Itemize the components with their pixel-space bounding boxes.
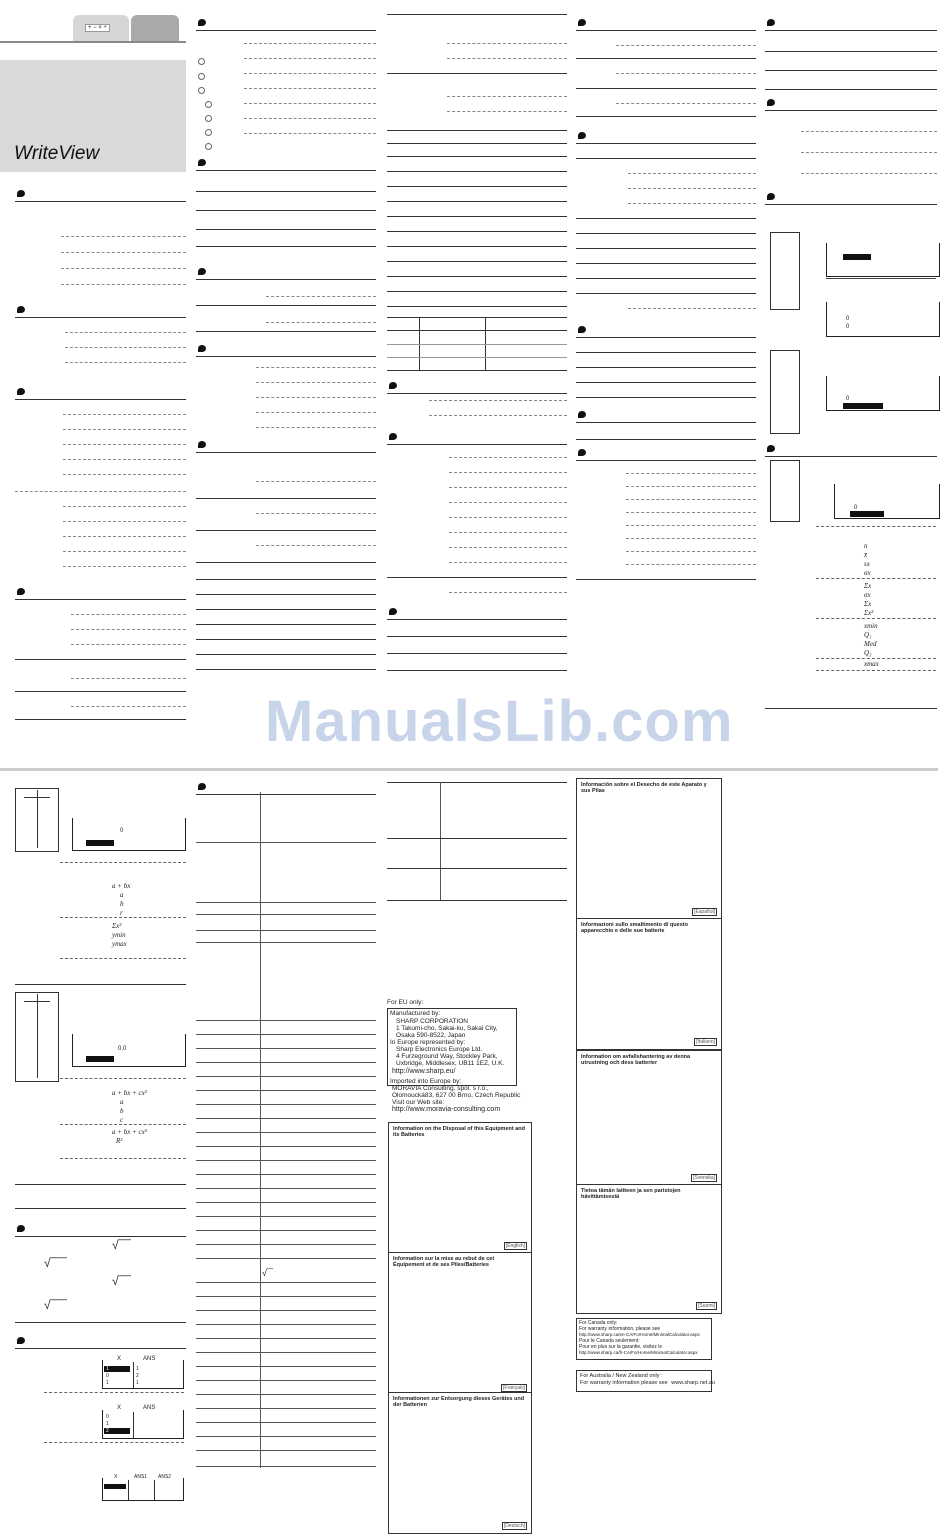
stat-var-mean: x̄ [864, 551, 868, 559]
table-row-rule [196, 1188, 376, 1189]
calculator-display [72, 818, 186, 851]
sqrt-icon: √‾‾‾ [112, 1238, 131, 1252]
table-col-ans: ANS [143, 1405, 156, 1411]
sqrt-icon: √‾‾‾‾ [44, 1298, 67, 1312]
sqrt-icon: √‾‾‾‾ [44, 1256, 67, 1270]
section-2b [196, 156, 376, 171]
stat-var-sumsq: Σx² [864, 609, 874, 617]
rule [15, 691, 186, 692]
display-value: 0 [854, 505, 858, 511]
regression-var-a: a [120, 1098, 124, 1106]
section-bullet-icon [17, 1225, 25, 1232]
table-cell: 1 [106, 1421, 109, 1427]
canada-line3: Pour le Canada seulement: [579, 1338, 640, 1344]
regression-var-b: b [120, 900, 124, 908]
notice-title: Informationen zur Entsorgung dieses Gerätes und der Batterien [393, 1396, 525, 1408]
table-row-rule [196, 1118, 376, 1119]
rule [15, 659, 186, 660]
eu-address2: Osaka 590-8522, Japan [396, 1032, 466, 1039]
table-cell: 0 [106, 1373, 109, 1379]
australia-line2-text: For warranty information please see [580, 1380, 668, 1386]
section-1b-lines [65, 332, 186, 363]
frame-line [24, 797, 50, 798]
stat-var-n: n [864, 542, 868, 550]
column-5 [765, 12, 937, 205]
table-divider [133, 1412, 134, 1438]
regression-extra-ymax: ymax [112, 940, 127, 948]
display-value: 0 [846, 396, 850, 402]
rule [387, 900, 567, 901]
line [71, 678, 186, 679]
table-row-rule [196, 1202, 376, 1203]
eu-imported: Imported into Europe by: [390, 1078, 462, 1085]
rule [387, 782, 567, 783]
table-divider [154, 1480, 155, 1500]
option-list [196, 43, 376, 134]
rule [15, 719, 186, 720]
section-1e [15, 585, 186, 600]
calculator-display [826, 302, 940, 337]
australia-line1: For Australia / New Zealand only : [580, 1373, 663, 1379]
disposal-notice [388, 1392, 532, 1534]
stat-var-xmin: xmin [864, 622, 878, 630]
line [44, 1442, 184, 1443]
section-4b [576, 129, 756, 144]
header-divider [0, 41, 186, 43]
table-row-rule [196, 1450, 376, 1451]
table-cell: 1 [136, 1380, 139, 1386]
regression-var-b: b [120, 1107, 124, 1115]
radio-icon [198, 58, 205, 65]
line [60, 1078, 186, 1079]
notice-code: [Italiano] [696, 1039, 715, 1045]
calculator-display [826, 243, 940, 277]
rule [765, 708, 937, 709]
radio-icon [198, 87, 205, 94]
table-row-rule [196, 1230, 376, 1231]
eu-importer-url[interactable]: http://www.moravia-consulting.com [392, 1106, 501, 1113]
notice-code: [Deutsch] [503, 1523, 525, 1529]
section-1d-lines [63, 506, 186, 567]
table-row-rule [196, 1146, 376, 1147]
section-1c-lines [63, 414, 186, 475]
regression-var-c: c [120, 1116, 124, 1124]
section-bullet-icon [198, 159, 206, 166]
section-bullet-icon [198, 783, 206, 790]
notice-code: [Español] [694, 909, 715, 915]
section-bullet-icon [198, 268, 206, 275]
section-bullet-icon [198, 441, 206, 448]
stat-var-q3: Q₃ [864, 649, 872, 657]
table-row-rule [196, 1466, 376, 1467]
eu-importer: MORAVIA Consulting, spol. s r.o., [392, 1085, 489, 1092]
line [71, 706, 186, 707]
frame-line [37, 790, 38, 848]
cursor-bar [843, 403, 883, 409]
stat-var-sum: Σx [864, 582, 872, 590]
regression-var-a: a [120, 891, 124, 899]
canada-url2[interactable]: http://www.sharp.ca/fr-CA/ForHome/MinimalCalculator.aspx [579, 1350, 698, 1355]
eu-url[interactable]: http://www.sharp.eu/ [392, 1068, 456, 1075]
header-tab-right [131, 15, 179, 41]
disposal-notice [576, 778, 722, 920]
table-row-rule [196, 1408, 376, 1409]
table-row-rule [196, 1160, 376, 1161]
section-3c [387, 605, 567, 620]
cursor-bar [843, 254, 871, 260]
line [60, 862, 186, 863]
notice-title: Información sobre el Desecho de este Aparato y sus Pilas [581, 782, 707, 794]
display-value: 0 [120, 828, 124, 834]
disposal-notice [576, 918, 722, 1050]
calculator-display [72, 1034, 186, 1067]
table-row-rule [196, 1394, 376, 1395]
calculator-screen-frame [770, 460, 800, 522]
separator [15, 491, 186, 492]
column-3 [387, 14, 567, 671]
stat-var-sigmax: σx [864, 569, 871, 577]
table-row-rule [196, 1244, 376, 1245]
table-row-rule [196, 1324, 376, 1325]
table-cell: 1 [136, 1366, 139, 1372]
canada-url1[interactable]: http://www.sharp.ca/en-CA/ForHome/MinimalCalculator.aspx [579, 1332, 700, 1337]
regression-extra-formula: a + bx + cx² [112, 1128, 147, 1136]
eu-address1: 1 Takumi-cho, Sakai-ku, Sakai City, [396, 1025, 498, 1032]
canada-line4: Pour en plus sur la garantie, visitez le [579, 1344, 663, 1350]
canada-line1: For Canada only: [579, 1320, 618, 1326]
table-row-rule [196, 914, 376, 915]
table-col-x: X [117, 1356, 122, 1362]
section-bullet-icon [578, 326, 586, 333]
watermark: ManualsLib.com [265, 689, 734, 754]
notice-title: Information sur la mise au rebut de cet Équipement et de ses Piles/Batteries [393, 1256, 495, 1268]
line [816, 670, 936, 671]
table-row-rule [196, 1020, 376, 1021]
stat-var-sigma: σx [864, 591, 871, 599]
table-cell: 2 [136, 1373, 139, 1379]
section-bullet-icon [389, 433, 397, 440]
table-vertical-line [440, 782, 441, 900]
table-cell: 1 [106, 1366, 109, 1372]
table-display [102, 1360, 184, 1389]
frame-line [24, 1001, 50, 1002]
eu-visit: Visit our Web site: [392, 1099, 445, 1106]
sqrt-icon: √‾‾‾ [112, 1274, 131, 1288]
display-value: 0 [846, 316, 850, 322]
display-value: 0 [846, 324, 850, 330]
regression-extra-r2: R² [116, 1137, 123, 1145]
line [60, 1124, 186, 1125]
section-3b [387, 430, 567, 445]
table-row-rule [196, 1310, 376, 1311]
line [60, 1158, 186, 1159]
table-col-x: X [117, 1405, 122, 1411]
table-row-rule [196, 1104, 376, 1105]
table-row-rule [196, 842, 376, 843]
radio-icon [205, 129, 212, 136]
table-col-x: X [114, 1474, 118, 1480]
section-bullet-icon [578, 132, 586, 139]
section-bullet-icon [767, 19, 775, 26]
section-5a [765, 16, 937, 31]
rule [15, 1208, 186, 1209]
section-bullet-icon [17, 190, 25, 197]
line [44, 1392, 184, 1393]
cursor-bar [86, 1056, 114, 1062]
section-3a [387, 379, 567, 394]
section-5b [765, 96, 937, 111]
table-cell: 2 [106, 1428, 109, 1434]
column-2 [196, 12, 376, 670]
eu-rep-company: Sharp Electronics Europe Ltd. [396, 1046, 483, 1053]
table-row-rule [196, 1380, 376, 1381]
section-b3 [196, 780, 376, 795]
line [60, 917, 186, 918]
section-bullet-icon [578, 449, 586, 456]
section-2c [196, 265, 376, 280]
section-4d [576, 408, 756, 423]
display-value: 0.0 [118, 1046, 127, 1052]
cursor-bar [86, 840, 114, 846]
radio-icon [205, 143, 212, 150]
radio-icon [205, 115, 212, 122]
table-divider [128, 1480, 129, 1500]
regression-var-r: r [120, 909, 123, 917]
section-b2 [15, 1334, 186, 1349]
calculator-screen-frame [770, 232, 800, 310]
stat-var-sum2: Σx [864, 600, 872, 608]
table-row-rule [196, 942, 376, 943]
stat-var-sx: sx [864, 560, 870, 568]
section-bullet-icon [17, 1337, 25, 1344]
product-title: WriteView [14, 143, 100, 164]
regression-linear-label: a + bx [112, 882, 131, 890]
regression-quad-label: a + bx + cx² [112, 1089, 147, 1097]
table-row-rule [196, 1048, 376, 1049]
section-bullet-icon [578, 19, 586, 26]
line [816, 526, 936, 527]
table-row-rule [196, 1296, 376, 1297]
eu-rep-address2: Uxbridge, Middlesex, UB11 1EZ, U.K. [396, 1060, 505, 1067]
australia-line2 [580, 1380, 715, 1387]
stat-var-q1: Q₁ [864, 631, 872, 639]
rule [15, 984, 186, 985]
australia-url[interactable]: www.sharp.net.au [671, 1380, 715, 1386]
page-divider [0, 768, 938, 771]
line [816, 578, 936, 579]
section-1a [15, 187, 186, 202]
radio-icon [205, 101, 212, 108]
line [60, 958, 186, 959]
section-4c [576, 323, 756, 338]
disposal-notice [576, 1050, 722, 1186]
section-bullet-icon [17, 588, 25, 595]
notice-code: [English] [505, 1243, 525, 1249]
table-display [102, 1410, 184, 1439]
table-row-rule [196, 1366, 376, 1367]
rule [15, 1322, 186, 1323]
section-2a [196, 16, 376, 31]
notice-title: Informazioni sullo smaltimento di questo apparecchio e delle sue batterie [581, 922, 688, 934]
regression-extra-sumsq: Σx² [112, 922, 122, 930]
line [816, 658, 936, 659]
frame-line [37, 994, 38, 1078]
section-bullet-icon [389, 382, 397, 389]
table-row-rule [196, 1132, 376, 1133]
section-1e-lines [71, 614, 186, 645]
notice-code: [Suomi] [698, 1303, 715, 1309]
table-row-rule [196, 902, 376, 903]
table-row-rule [196, 1062, 376, 1063]
section-5c [765, 190, 937, 205]
section-1c [15, 385, 186, 400]
tab-operators: + − × ÷ [85, 24, 110, 32]
section-b1 [15, 1222, 186, 1237]
section-bullet-icon [389, 608, 397, 615]
disposal-notice [388, 1122, 532, 1254]
section-1a-lines [61, 236, 186, 285]
line [816, 618, 936, 619]
section-bullet-icon [767, 193, 775, 200]
rule [387, 838, 567, 839]
eu-rep-address1: 4 Furzeground Way, Stockley Park, [396, 1053, 498, 1060]
table-col-ans: ANS [143, 1356, 156, 1362]
table-row-rule [196, 1436, 376, 1437]
notice-title: Information om avfallshantering av denna utrustning och dess batterier [581, 1054, 691, 1066]
section-1b [15, 303, 186, 318]
disposal-notice [388, 1252, 532, 1396]
table-row-rule [196, 1216, 376, 1217]
eu-company: SHARP CORPORATION [396, 1018, 468, 1025]
cursor-bar [850, 511, 884, 517]
eu-importer-address: Olomoucká83, 627 00 Brno, Czech Republic [392, 1092, 521, 1099]
table-row-rule [196, 1422, 376, 1423]
notice-code: [Svenska] [693, 1175, 715, 1181]
canada-line2: For warranty information, please see [579, 1326, 661, 1332]
table-cell: 0 [106, 1414, 109, 1420]
table-row-rule [196, 1352, 376, 1353]
rule [15, 1184, 186, 1185]
table-row-rule [196, 1076, 376, 1077]
table-display [102, 1478, 184, 1501]
notice-code: [Français] [503, 1385, 525, 1391]
sqrt-icon: √‾‾ [262, 1268, 273, 1278]
table-col-ans2: ANS2 [158, 1474, 172, 1480]
section-2d [196, 342, 376, 357]
table-cell: 1 [106, 1380, 109, 1386]
table-row-rule [196, 1282, 376, 1283]
cursor-bar [104, 1484, 126, 1489]
table-row-rule [196, 1338, 376, 1339]
line [826, 278, 936, 279]
info-table [387, 317, 567, 371]
section-4a [576, 16, 756, 31]
radio-icon [198, 73, 205, 80]
eu-manufactured-by: Manufactured by: [390, 1010, 441, 1017]
table-row-rule [196, 1258, 376, 1259]
column-1 [15, 183, 186, 720]
stat-var-med: Med [864, 640, 877, 648]
section-4e [576, 446, 756, 461]
section-bullet-icon [17, 388, 25, 395]
section-bullet-icon [17, 306, 25, 313]
disposal-notice [576, 1184, 722, 1314]
section-bullet-icon [198, 19, 206, 26]
stat-var-xmax: xmax [864, 660, 879, 668]
section-2e [196, 438, 376, 453]
table-row-rule [196, 930, 376, 931]
eu-represented: In Europe represented by: [390, 1039, 466, 1046]
table-row-rule [196, 1090, 376, 1091]
section-bullet-icon [578, 411, 586, 418]
section-5d [765, 442, 937, 457]
eu-heading: For EU only: [387, 999, 424, 1006]
header-tab-left [73, 15, 129, 41]
section-bullet-icon [767, 445, 775, 452]
calculator-screen-frame [770, 350, 800, 434]
table-col-ans1: ANS1 [134, 1474, 148, 1480]
section-bullet-icon [767, 99, 775, 106]
notice-title: Information on the Disposal of this Equipment and its Batteries [393, 1126, 525, 1138]
regression-extra-ymin: ymin [112, 931, 126, 939]
table-divider [133, 1362, 134, 1388]
table-row-rule [196, 1174, 376, 1175]
column-4 [576, 12, 756, 580]
notice-title: Tietoa tämän laitteen ja sen paristojen hävittämisestä [581, 1188, 681, 1200]
rule [387, 868, 567, 869]
table-row-rule [196, 1034, 376, 1035]
section-bullet-icon [198, 345, 206, 352]
